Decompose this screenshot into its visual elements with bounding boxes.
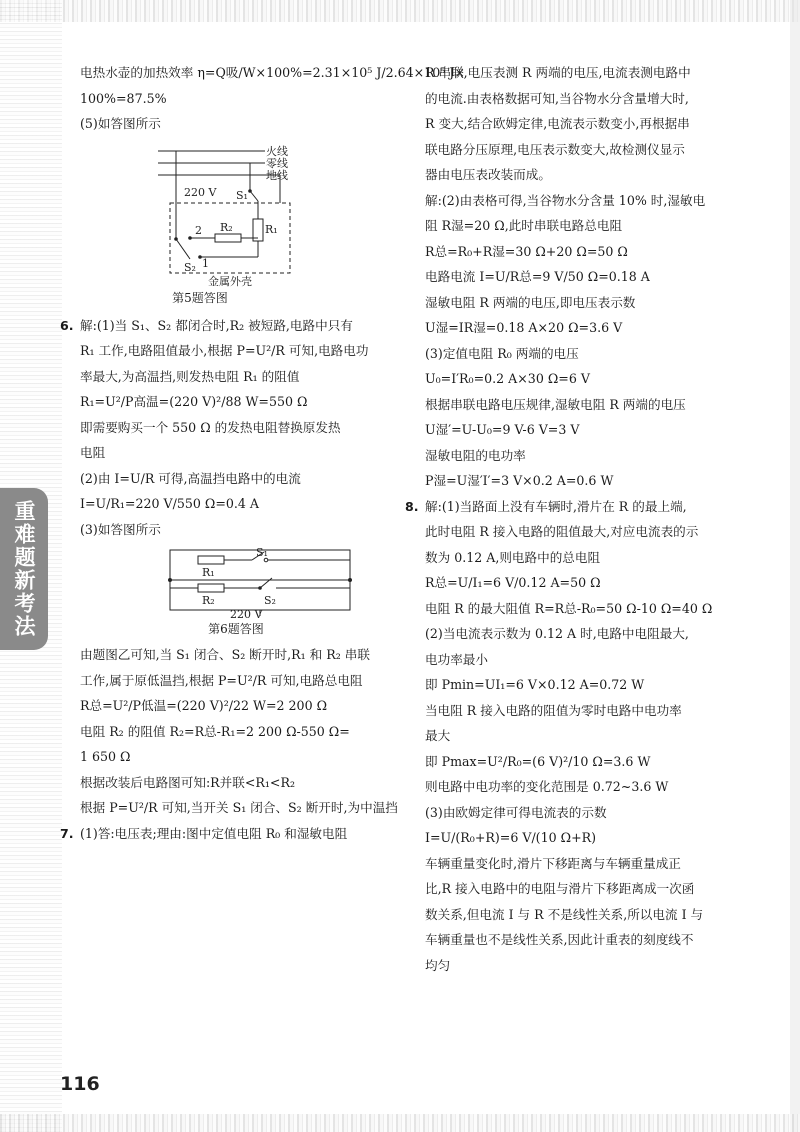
label-live-wire: 火线 xyxy=(266,144,288,158)
text-line: 率最大,为高温挡,则发热电阻 R₁ 的阻值 xyxy=(80,368,300,384)
text-line: 即需要购买一个 550 Ω 的发热电阻替换原发热 xyxy=(80,419,341,435)
text-line: 电阻 R₂ 的阻值 R₂=R总-R₁=2 200 Ω-550 Ω= xyxy=(80,723,350,739)
text-line: R 变大,结合欧姆定律,电流表示数变小,再根据串 xyxy=(425,116,690,131)
formula-line: I=U/(R₀+R)=6 V/(10 Ω+R) xyxy=(425,830,597,845)
right-column xyxy=(405,60,731,978)
text-line: 比,R 接入电路中的电阻与滑片下移距离成一次函 xyxy=(425,881,695,896)
question-number: 7. xyxy=(60,825,74,841)
formula-line: R总=U²/P低温=(220 V)²/22 W=2 200 Ω xyxy=(80,698,328,713)
question-number: 6. xyxy=(60,317,74,333)
text-line: 根据改装后电路图可知:R并联<R₁<R₂ xyxy=(80,774,296,790)
formula-line: 即 Pmax=U²/R₀=(6 V)²/10 Ω=3.6 W xyxy=(425,753,651,769)
formula-line: 电路电流 I=U/R总=9 V/50 Ω=0.18 A xyxy=(425,269,650,284)
figure-6-caption: 第6题答图 xyxy=(208,622,264,636)
text-line: 电阻 xyxy=(80,445,106,460)
label-metal-shell: 金属外壳 xyxy=(208,274,252,288)
text-line: (3)由欧姆定律可得电流表的示数 xyxy=(425,804,607,820)
text-line: (3)如答图所示 xyxy=(80,521,161,537)
question-number: 8. xyxy=(405,498,419,514)
formula-line: U湿′=U-U₀=9 V-6 V=3 V xyxy=(425,422,580,437)
text-line: 解:(1)当 S₁、S₂ 都闭合时,R₂ 被短路,电路中只有 xyxy=(80,317,353,333)
side-tab-label: 重难题新考法 xyxy=(12,500,36,638)
text-line: 根据串联电路电压规律,湿敏电阻 R 两端的电压 xyxy=(425,396,686,412)
label-s2: S₂ xyxy=(184,260,196,274)
figure-5-circuit xyxy=(80,139,320,289)
text-line: 联电路分压原理,电压表示数变大,故检测仪显示 xyxy=(425,141,685,157)
formula-line: R总=R₀+R湿=30 Ω+20 Ω=50 Ω xyxy=(425,243,628,259)
scan-noise-bottom xyxy=(0,1114,800,1132)
figure-5-caption: 第5题答图 xyxy=(172,290,228,305)
formula-line: U湿=IR湿=0.18 A×20 Ω=3.6 V xyxy=(425,320,623,335)
text-line: 此时电阻 R 接入电路的阻值最大,对应电流表的示 xyxy=(425,524,699,539)
text-line: R 串联,电压表测 R 两端的电压,电流表测电路中 xyxy=(425,65,691,80)
page-number: 116 xyxy=(60,1073,100,1095)
label-r1: R₁ xyxy=(265,222,278,236)
text-line: 数关系,但电流 I 与 R 不是线性关系,所以电流 I 与 xyxy=(425,906,704,922)
text-line: 器由电压表改装而成。 xyxy=(425,167,551,182)
formula-line: 即 Pmin=UI₁=6 V×0.12 A=0.72 W xyxy=(425,677,645,692)
formula-line: 电阻 R 的最大阻值 R=R总-R₀=50 Ω-10 Ω=40 Ω xyxy=(425,600,713,616)
label-neutral-wire: 零线 xyxy=(266,156,288,170)
text-line: 车辆重量变化时,滑片下移距离与车辆重量成正 xyxy=(425,855,681,871)
text-line: (2)当电流表示数为 0.12 A 时,电路中电阻最大, xyxy=(425,626,689,641)
figure-6-circuit xyxy=(80,546,392,620)
scan-noise-right xyxy=(790,0,800,1132)
formula-line: U₀=I′R₀=0.2 A×30 Ω=6 V xyxy=(425,371,590,386)
text-line: 由题图乙可知,当 S₁ 闭合、S₂ 断开时,R₁ 和 R₂ 串联 xyxy=(80,647,370,662)
label-r2: R₂ xyxy=(220,220,233,234)
label-earth-wire: 地线 xyxy=(266,168,288,182)
text-line: 则电路中电功率的变化范围是 0.72~3.6 W xyxy=(425,779,669,794)
label-voltage: 220 V xyxy=(230,608,263,620)
text-line: (5)如答图所示 xyxy=(80,116,161,131)
text-line: 车辆重量也不是线性关系,因此计重表的刻度线不 xyxy=(425,932,694,947)
text-line: 电热水壶的加热效率 η=Q吸/W×100%=2.31×10⁵ J/2.64×10⁵ J× xyxy=(80,65,465,80)
scan-noise-top xyxy=(0,0,800,22)
text-line: 最大 xyxy=(425,728,451,743)
text-line: 数为 0.12 A,则电路中的总电阻 xyxy=(425,549,601,565)
text-line: 电功率最小 xyxy=(425,651,488,667)
label-r2: R₂ xyxy=(202,594,215,607)
text-line: 工作,属于原低温挡,根据 P=U²/R 可知,电路总电阻 xyxy=(80,672,363,688)
text-line: 解:(1)当路面上没有车辆时,滑片在 R 的最上端, xyxy=(425,498,687,514)
text-line: 均匀 xyxy=(425,957,451,973)
formula-line: R总=U/I₁=6 V/0.12 A=50 Ω xyxy=(425,575,601,590)
label-s2: S₂ xyxy=(264,594,276,607)
text-line: (3)定值电阻 R₀ 两端的电压 xyxy=(425,345,579,361)
side-section-tab xyxy=(0,488,48,650)
text-line: R₁ 工作,电路阻值最小,根据 P=U²/R 可知,电路电功 xyxy=(80,343,369,358)
text-line: 1 650 Ω xyxy=(80,749,131,764)
label-voltage: 220 V xyxy=(184,185,217,199)
formula-line: I=U/R₁=220 V/550 Ω=0.4 A xyxy=(80,496,260,511)
label-s1: S₁ xyxy=(256,546,268,559)
formula-line: R₁=U²/P高温=(220 V)²/88 W=550 Ω xyxy=(80,394,308,409)
text-line: 当电阻 R 接入电路的阻值为零时电路中电功率 xyxy=(425,702,682,718)
text-line: 湿敏电阻 R 两端的电压,即电压表示数 xyxy=(425,294,636,310)
label-s1: S₁ xyxy=(236,188,248,202)
text-line: 阻 R湿=20 Ω,此时串联电路总电阻 xyxy=(425,218,623,233)
text-line: 根据 P=U²/R 可知,当开关 S₁ 闭合、S₂ 断开时,为中温挡 xyxy=(80,800,398,815)
label-r1: R₁ xyxy=(202,566,215,579)
formula-line: P湿=U湿′I′=3 V×0.2 A=0.6 W xyxy=(425,473,614,488)
label-pos2: 2 xyxy=(195,223,202,237)
text-line: 解:(2)由表格可得,当谷物水分含量 10% 时,湿敏电 xyxy=(425,192,706,208)
text-line: 的电流.由表格数据可知,当谷物水分含量增大时, xyxy=(425,90,689,106)
text-line: (1)答:电压表;理由:图中定值电阻 R₀ 和湿敏电阻 xyxy=(80,825,348,841)
text-line: 湿敏电阻的电功率 xyxy=(425,447,526,463)
text-line: (2)由 I=U/R 可得,高温挡电路中的电流 xyxy=(80,470,301,486)
label-pos1: 1 xyxy=(202,256,209,270)
text-line: 100%=87.5% xyxy=(80,90,167,106)
